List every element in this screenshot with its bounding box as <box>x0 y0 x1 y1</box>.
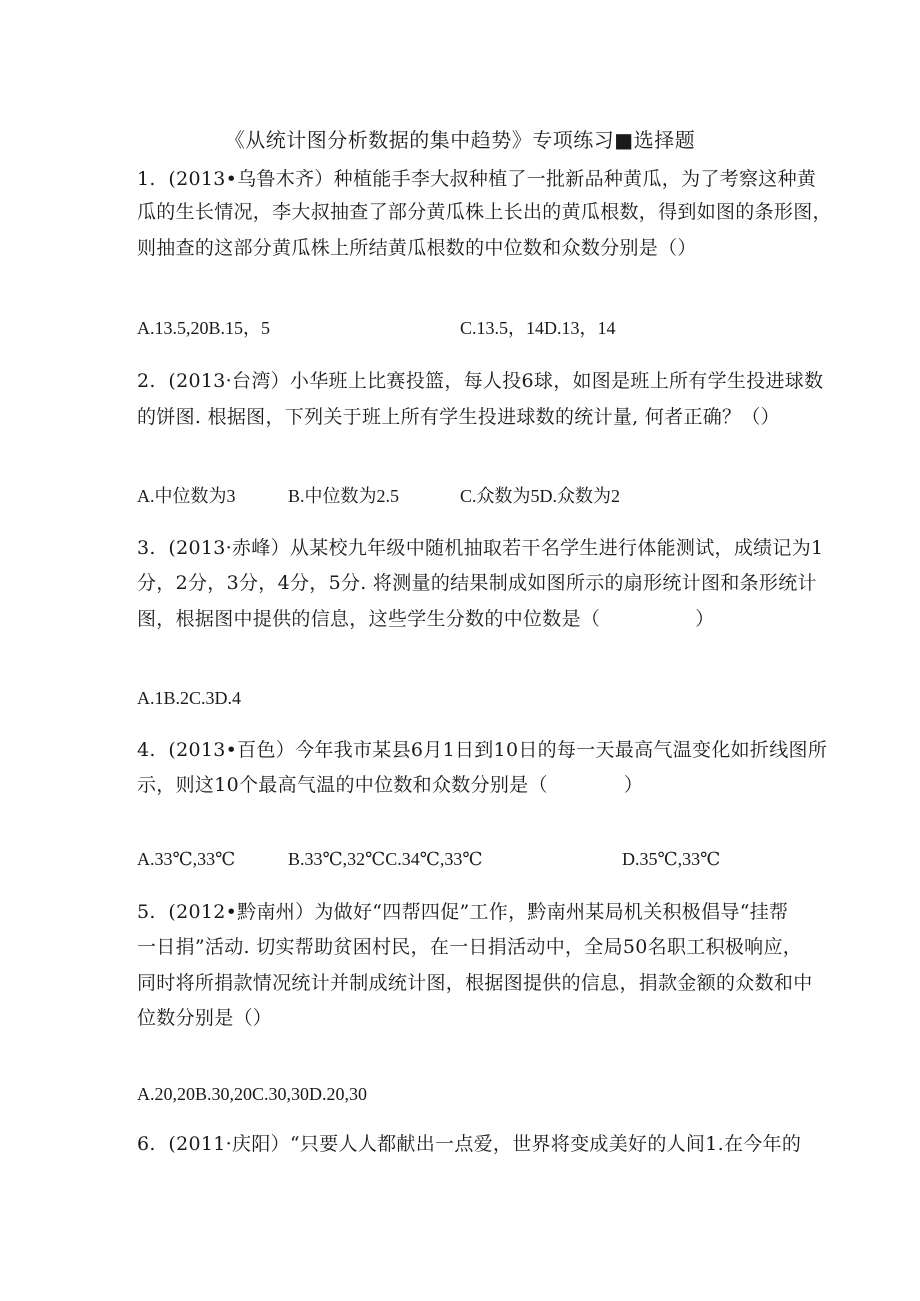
question-2-option-b: B.中位数为2.5 <box>288 486 400 506</box>
question-5-line-4: 位数分别是（） <box>137 1007 273 1029</box>
question-4-line-1: 4. (2013•百色）今年我市某县6月1日到10日的每一天最高气温变化如折线图所 <box>137 739 828 761</box>
question-1-options-ab: A.13.5,20B.15，5 <box>137 318 271 338</box>
question-3-line-3: 图，根据图中提供的信息，这些学生分数的中位数是（ ） <box>137 608 715 630</box>
question-1-line-3: 则抽查的这部分黄瓜株上所结黄瓜根数的中位数和众数分别是（） <box>137 237 697 259</box>
question-5-line-3: 同时将所捐款情况统计并制成统计图，根据图提供的信息，捐款金额的众数和中 <box>137 972 813 994</box>
question-6-line-1: 6. (2011·庆阳）“只要人人都献出一点爱，世界将变成美好的人间1.在今年的 <box>137 1133 802 1155</box>
question-3-options: A.1B.2C.3D.4 <box>137 688 242 708</box>
question-5-options: A.20,20B.30,20C.30,30D.20,30 <box>137 1084 368 1104</box>
question-2-options-cd: C.众数为5D.众数为2 <box>460 486 621 506</box>
question-2-line-2: 的饼图. 根据图，下列关于班上所有学生投进球数的统计量, 何者正确？（） <box>137 406 780 428</box>
question-2-option-a: A.中位数为3 <box>137 486 236 506</box>
question-4-option-a: A.33℃,33℃ <box>137 849 236 869</box>
question-2-line-1: 2. (2013·台湾）小华班上比赛投篮，每人投6球，如图是班上所有学生投进球数 <box>137 370 824 392</box>
question-4-line-2: 示，则这10个最高气温的中位数和众数分别是（ ） <box>137 774 644 796</box>
question-5-line-2: 一日捐”活动. 切实帮助贫困村民，在一日捐活动中，全局50名职工积极响应， <box>137 936 803 958</box>
question-1-options-cd: C.13.5，14D.13，14 <box>460 318 616 338</box>
page-title: 《从统计图分析数据的集中趋势》专项练习■选择题 <box>224 128 696 152</box>
question-5-line-1: 5. (2012•黔南州）为做好“四帮四促”工作，黔南州某局机关积极倡导“挂帮 <box>137 901 789 923</box>
question-1-line-1: 1. (2013•乌鲁木齐）种植能手李大叔种植了一批新品种黄瓜，为了考察这种黄 <box>137 168 817 190</box>
question-3-line-1: 3. (2013·赤峰）从某校九年级中随机抽取若干名学生进行体能测试，成绩记为1 <box>137 537 824 559</box>
question-1-line-2: 瓜的生长情况，李大叔抽查了部分黄瓜株上长出的黄瓜根数，得到如图的条形图， <box>137 201 832 223</box>
question-4-option-d: D.35℃,33℃ <box>622 849 721 869</box>
question-4-options-bc: B.33℃,32℃C.34℃,33℃ <box>288 849 483 869</box>
question-3-line-2: 分，2分，3分，4分，5分. 将测量的结果制成如图所示的扇形统计图和条形统计 <box>137 572 817 594</box>
